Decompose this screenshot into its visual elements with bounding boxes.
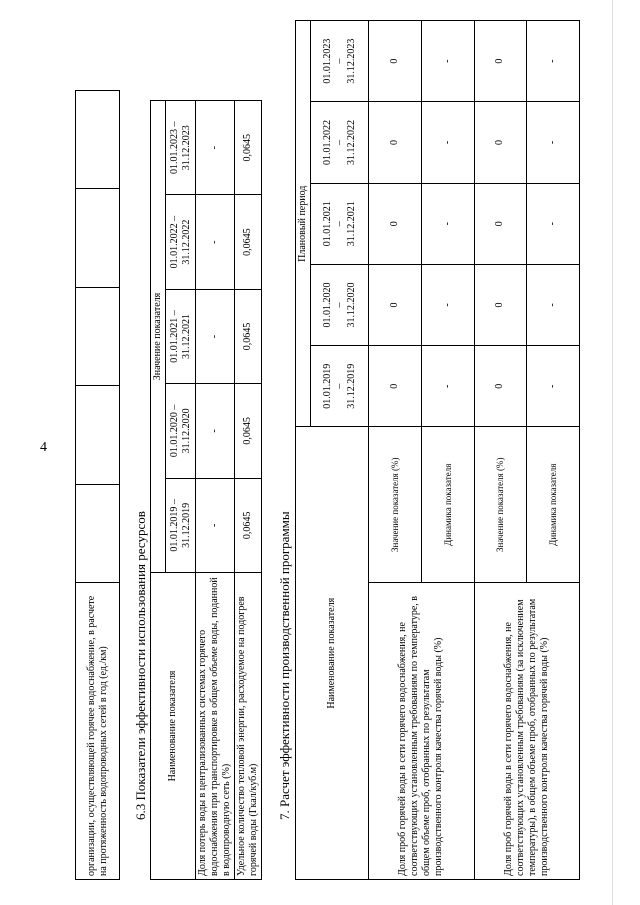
name-column-header: Наименование показателя — [151, 573, 196, 880]
value-cell: 0 — [369, 21, 422, 102]
page-number: 4 — [40, 440, 47, 455]
section-7-heading: 7. Расчет эффективности производственной программы — [277, 511, 292, 820]
sub-label: Значение показателя (%) — [369, 427, 422, 583]
section-6-3-heading: 6.3 Показатели эффективности использования ресурсов — [133, 511, 148, 820]
value-cell: 0 — [474, 21, 527, 102]
table-row — [369, 21, 422, 880]
indicator-name: Доля потерь воды в централизованных системах горячего водоснабжения при транспортировке в общем объеме воды, поданной в водопроводную сеть (%) — [196, 573, 235, 880]
period-header: 01.01.2023 – 31.12.2023 — [166, 101, 196, 195]
value-cell: 0 — [369, 183, 422, 264]
value-cell: - — [421, 346, 474, 427]
value-cell: 0,0645 — [235, 384, 262, 478]
value-cell: - — [196, 195, 235, 289]
resource-efficiency-table — [150, 100, 260, 880]
value-cell: - — [527, 102, 580, 183]
value-cell: 0 — [474, 264, 527, 345]
value-cell: - — [421, 183, 474, 264]
table-row — [474, 21, 527, 880]
plan-group-header: Плановый период — [296, 21, 311, 427]
value-cell: 0,0645 — [235, 289, 262, 383]
period-header: 01.01.2020 – 31.12.2020 — [166, 384, 196, 478]
name-column-header: Наименование показателя — [296, 427, 369, 880]
period-header: 01.01.2023 – 31.12.2023 — [311, 21, 369, 102]
rotated-page — [70, 20, 580, 880]
value-cell: - — [421, 21, 474, 102]
value-cell: - — [196, 289, 235, 383]
period-header: 01.01.2019 – 31.12.2019 — [311, 346, 369, 427]
value-cell: - — [527, 346, 580, 427]
value-cell: 0,0645 — [235, 195, 262, 289]
value-cell: - — [196, 384, 235, 478]
value-cell: - — [527, 21, 580, 102]
value-cell: - — [196, 478, 235, 572]
value-cell: - — [527, 264, 580, 345]
indicator-name: Удельное количество тепловой энергии, расходуемое на подогрев горячей воды (Гкал/куб.м) — [235, 573, 262, 880]
table-row — [196, 101, 235, 880]
table-row — [235, 101, 262, 880]
period-header: 01.01.2019 – 31.12.2019 — [166, 478, 196, 572]
value-cell: 0 — [369, 264, 422, 345]
value-cell: 0 — [369, 346, 422, 427]
continuation-text: организации, осуществляющей горячее водоснабжение, в расчете на протяженность водопроводных сетей в год (ед./км) — [76, 583, 120, 880]
period-header: 01.01.2021 – 31.12.2021 — [311, 183, 369, 264]
indicator-name: Доля проб горячей воды в сети горячего водоснабжения, не соответствующих установленным требованиям (за исключением температуры), в общем объеме проб, отобранных по результатам производственного контроля качества горячей воды (%) — [474, 583, 580, 880]
page-edge — [612, 0, 613, 905]
value-group-header: Значение показателя — [151, 101, 166, 573]
value-cell: 0 — [474, 183, 527, 264]
sub-label: Динамика показателя — [527, 427, 580, 583]
indicator-name: Доля проб горячей воды в сети горячего водоснабжения, не соответствующих установленным требованиям по температуре, в общем объеме проб, отобранных по результатам производственного контроля качества горячей воды (%) — [369, 583, 475, 880]
sub-label: Динамика показателя — [421, 427, 474, 583]
value-cell: 0 — [474, 102, 527, 183]
value-cell: - — [196, 101, 235, 195]
period-header: 01.01.2022 – 31.12.2022 — [166, 195, 196, 289]
value-cell: 0 — [369, 102, 422, 183]
period-header: 01.01.2022 – 31.12.2022 — [311, 102, 369, 183]
value-cell: 0 — [474, 346, 527, 427]
continuation-table — [75, 90, 120, 880]
period-header: 01.01.2021 – 31.12.2021 — [166, 289, 196, 383]
value-cell: - — [527, 183, 580, 264]
value-cell: 0,0645 — [235, 101, 262, 195]
value-cell: - — [421, 102, 474, 183]
program-efficiency-table — [295, 20, 580, 880]
sub-label: Значение показателя (%) — [474, 427, 527, 583]
value-cell: - — [421, 264, 474, 345]
value-cell: 0,0645 — [235, 478, 262, 572]
period-header: 01.01.2020 – 31.12.2020 — [311, 264, 369, 345]
